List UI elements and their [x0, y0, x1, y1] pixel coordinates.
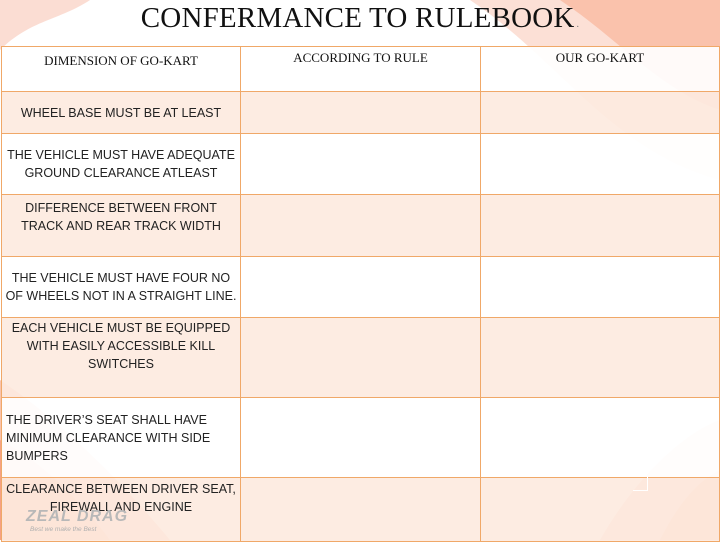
zeal-drag-logo: [26, 508, 128, 533]
dimension-cell: THE DRIVER’S SEAT SHALL HAVE MINIMUM CLEARANCE WITH SIDE BUMPERS: [2, 398, 241, 478]
header-according-to-rule: ACCORDING TO RULE: [241, 47, 481, 92]
table-row: [2, 318, 720, 398]
rule-value-cell: [241, 398, 481, 478]
table-row: [2, 398, 720, 478]
dimension-cell: THE VEHICLE MUST HAVE ADEQUATE GROUND CLEARANCE ATLEAST: [2, 134, 241, 195]
rule-value-cell: [241, 195, 481, 257]
dimension-cell: DIFFERENCE BETWEEN FRONT TRACK AND REAR TRACK WIDTH: [2, 195, 241, 257]
dimension-cell: WHEEL BASE MUST BE AT LEAST: [2, 92, 241, 134]
dimension-cell: CLEARANCE BETWEEN DRIVER SEAT, FIREWALL AND ENGINE: [2, 478, 241, 542]
rulebook-table: [1, 46, 720, 542]
header-dimension: DIMENSION OF GO-KART: [2, 47, 241, 92]
our-value-cell: [481, 92, 720, 134]
our-value-cell: [481, 398, 720, 478]
dimension-cell: THE VEHICLE MUST HAVE FOUR NO OF WHEELS NOT IN A STRAIGHT LINE.: [2, 257, 241, 318]
title-mark: .: [576, 19, 580, 30]
our-value-cell: [481, 478, 720, 542]
table-row: [2, 92, 720, 134]
title-text: CONFERMANCE TO RULEBOOK: [140, 2, 575, 34]
table-header-row: [2, 47, 720, 92]
rule-value-cell: [241, 92, 481, 134]
rule-value-cell: [241, 318, 481, 398]
our-value-cell: [481, 318, 720, 398]
logo-tagline: Best we make the Best: [30, 526, 97, 533]
logo-brand: ZEAL DRAG: [26, 508, 129, 525]
table-row: [2, 257, 720, 318]
table-row: [2, 195, 720, 257]
our-value-cell: [481, 257, 720, 318]
page-title: [0, 2, 720, 35]
header-our-go-kart: OUR GO-KART: [481, 47, 720, 92]
corner-mark: [633, 476, 648, 491]
rule-value-cell: [241, 257, 481, 318]
table-row: [2, 134, 720, 195]
rule-value-cell: [241, 478, 481, 542]
dimension-cell: EACH VEHICLE MUST BE EQUIPPED WITH EASILY ACCESSIBLE KILL SWITCHES: [2, 318, 241, 398]
our-value-cell: [481, 195, 720, 257]
our-value-cell: [481, 134, 720, 195]
rule-value-cell: [241, 134, 481, 195]
